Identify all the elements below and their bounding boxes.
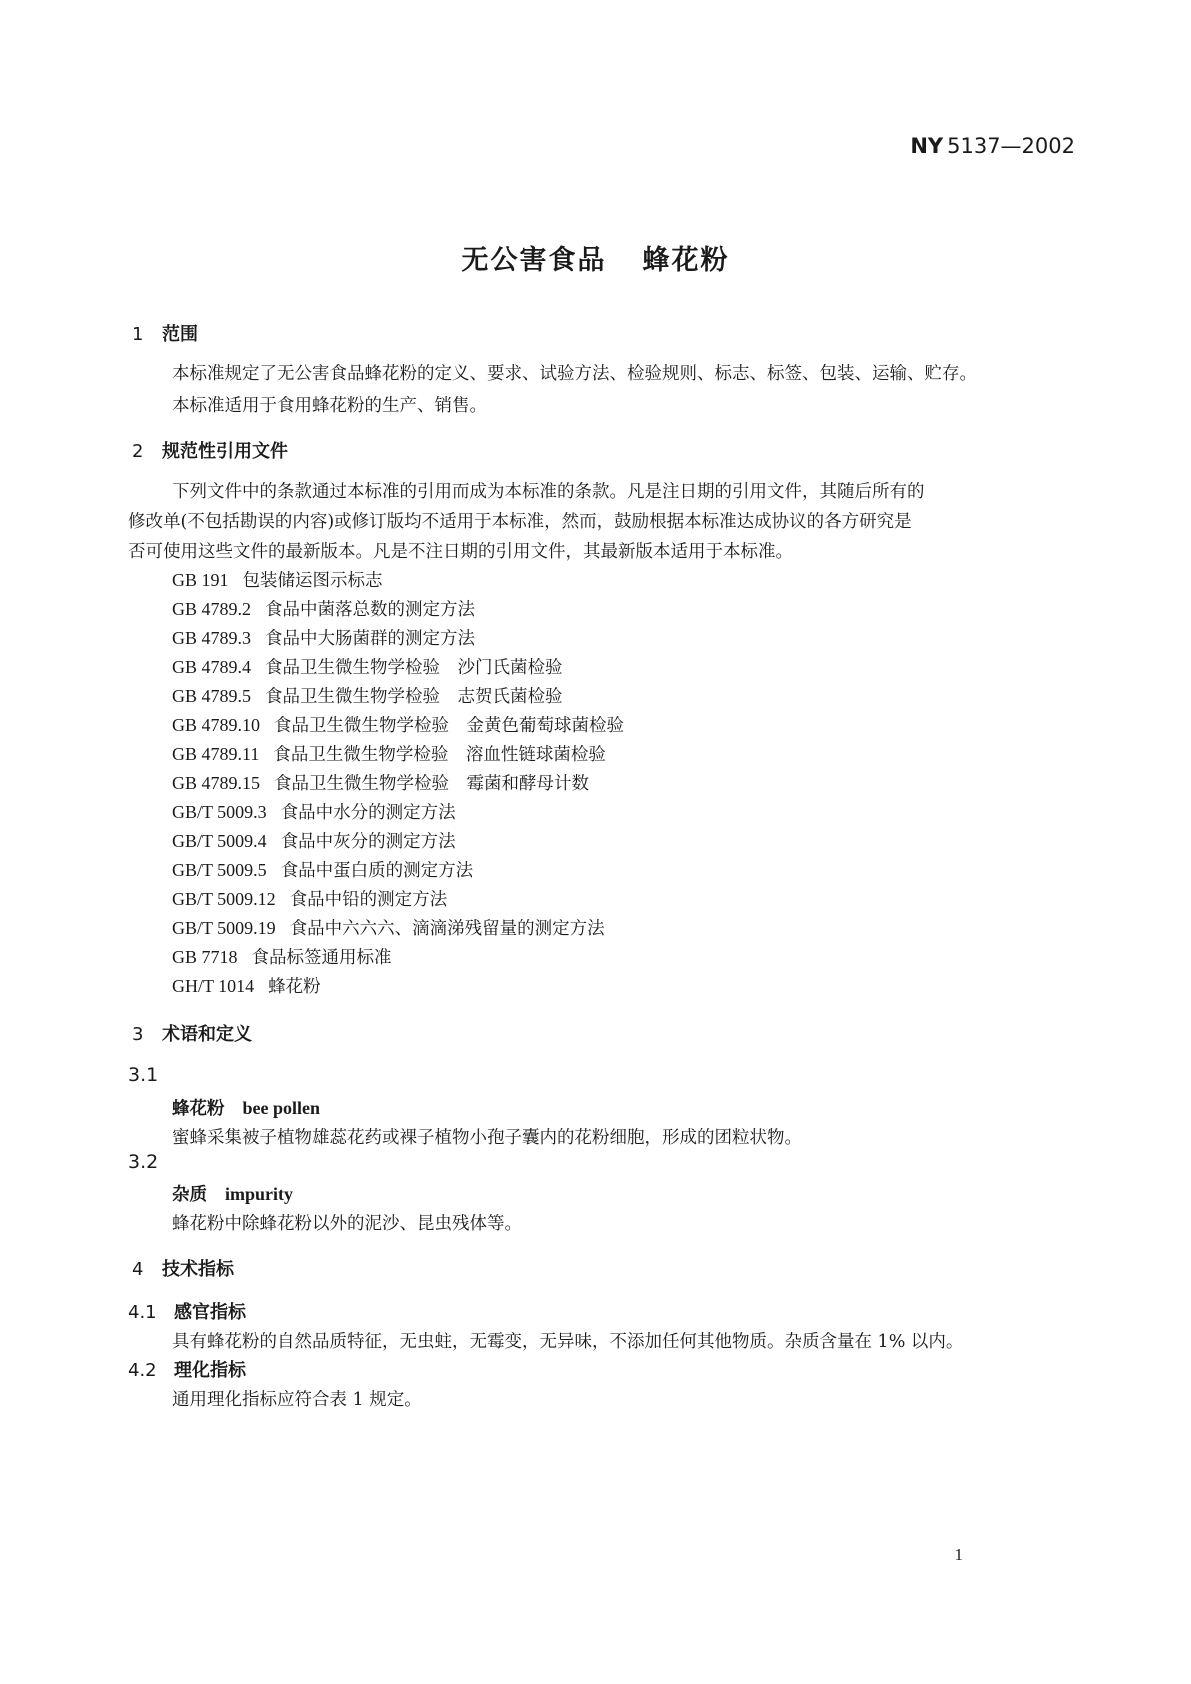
term-impurity-definition: 蜂花粉中除蜂花粉以外的泥沙、昆虫残体等。 — [172, 1214, 522, 1234]
reference-item: GB 4789.2 食品中菌落总数的测定方法 — [172, 599, 476, 620]
section-1-heading: 1 范围 — [132, 324, 198, 345]
page-title — [0, 238, 1191, 277]
reference-item: GB/T 5009.4 食品中灰分的测定方法 — [172, 831, 456, 852]
title-part-2: 蜂花粉 — [642, 245, 730, 276]
section-1-paragraph-2: 本标准适用于食用蜂花粉的生产、销售。 — [172, 396, 487, 416]
reference-item: GB 4789.11 食品卫生微生物学检验 溶血性链球菌检验 — [172, 744, 606, 765]
term-bee-pollen: 蜂花粉 bee pollen — [172, 1098, 321, 1119]
term-bee-pollen-definition: 蜜蜂采集被子植物雄蕊花药或裸子植物小孢子囊内的花粉细胞，形成的团粒状物。 — [172, 1128, 802, 1148]
section-1-paragraph-1: 本标准规定了无公害食品蜂花粉的定义、要求、试验方法、检验规则、标志、标签、包装、运输、贮存。 — [172, 364, 977, 384]
reference-item: GB 4789.4 食品卫生微生物学检验 沙门氏菌检验 — [172, 657, 563, 678]
clause-4-1-heading: 4.1 感官指标 — [128, 1302, 246, 1323]
reference-item: GB/T 5009.19 食品中六六六、滴滴涕残留量的测定方法 — [172, 918, 605, 939]
reference-item: GB/T 5009.5 食品中蛋白质的测定方法 — [172, 860, 474, 881]
standard-code: 5137—2002 — [947, 134, 1075, 158]
section-2-paragraph-line-1: 下列文件中的条款通过本标准的引用而成为本标准的条款。凡是注日期的引用文件，其随后所有的 — [172, 482, 925, 502]
reference-item: GB 4789.10 食品卫生微生物学检验 金黄色葡萄球菌检验 — [172, 715, 625, 736]
clause-3-1-number: 3.1 — [128, 1064, 159, 1086]
reference-item: GH/T 1014 蜂花粉 — [172, 976, 321, 997]
reference-item: GB/T 5009.3 食品中水分的测定方法 — [172, 802, 456, 823]
reference-item: GB 191 包装储运图示标志 — [172, 570, 383, 591]
standard-prefix: NY — [910, 134, 944, 158]
title-part-1: 无公害食品 — [461, 245, 607, 276]
standard-number — [910, 134, 1075, 158]
page-number: 1 — [954, 1545, 963, 1564]
section-4-heading: 4 技术指标 — [132, 1259, 234, 1280]
clause-4-1-text: 具有蜂花粉的自然品质特征，无虫蛀，无霉变，无异味，不添加任何其他物质。杂质含量在 1% 以内。 — [172, 1332, 964, 1352]
term-impurity: 杂质 impurity — [172, 1184, 294, 1205]
reference-item: GB 4789.5 食品卫生微生物学检验 志贺氏菌检验 — [172, 686, 563, 707]
clause-3-2-number: 3.2 — [128, 1151, 159, 1173]
section-2-paragraph-line-2: 修改单(不包括勘误的内容)或修订版均不适用于本标准，然而，鼓励根据本标准达成协议的各方研究是 — [128, 512, 912, 532]
clause-4-2-text: 通用理化指标应符合表 1 规定。 — [172, 1390, 422, 1410]
section-2-paragraph-line-3: 否可使用这些文件的最新版本。凡是不注日期的引用文件，其最新版本适用于本标准。 — [128, 542, 793, 562]
reference-item: GB 4789.3 食品中大肠菌群的测定方法 — [172, 628, 476, 649]
section-3-heading: 3 术语和定义 — [132, 1024, 252, 1045]
reference-item: GB 4789.15 食品卫生微生物学检验 霉菌和酵母计数 — [172, 773, 590, 794]
reference-item: GB 7718 食品标签通用标准 — [172, 947, 392, 968]
reference-item: GB/T 5009.12 食品中铅的测定方法 — [172, 889, 448, 910]
section-2-heading: 2 规范性引用文件 — [132, 441, 288, 462]
clause-4-2-heading: 4.2 理化指标 — [128, 1360, 246, 1381]
